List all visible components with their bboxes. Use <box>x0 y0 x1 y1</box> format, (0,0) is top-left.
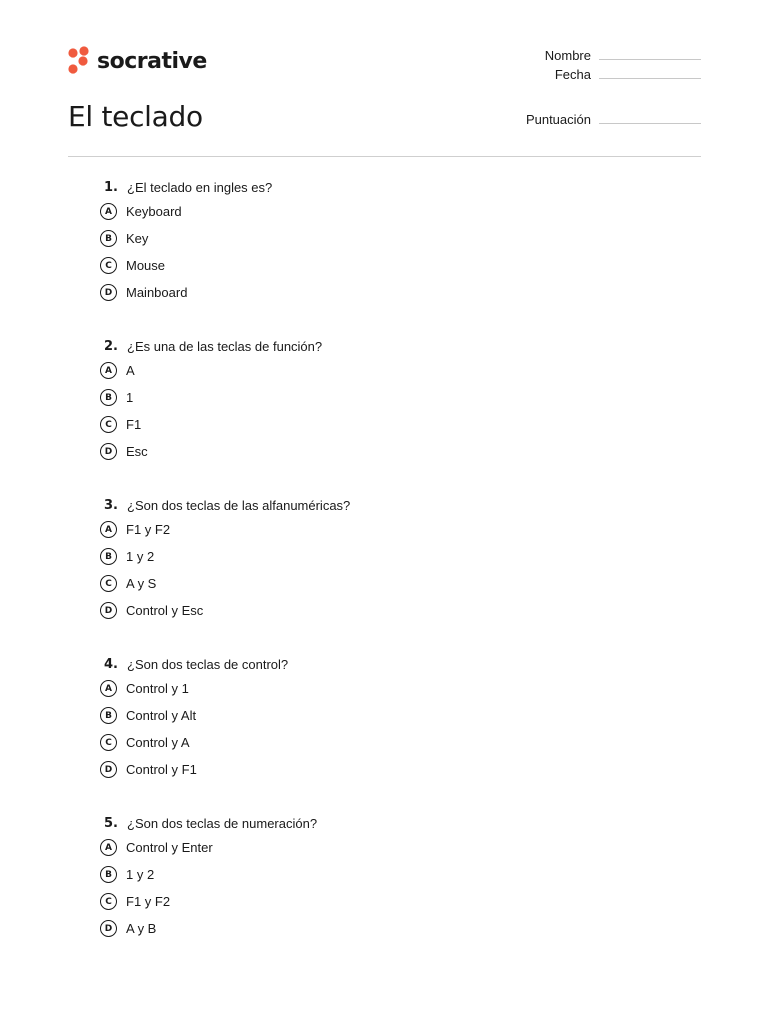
question-text: ¿El teclado en ingles es? <box>127 179 273 195</box>
question-number: 4. <box>104 656 118 672</box>
option-text: Keyboard <box>126 204 182 219</box>
question-number: 2. <box>104 338 118 354</box>
option-letter-badge: B <box>100 866 117 883</box>
question-text: ¿Son dos teclas de control? <box>127 656 289 672</box>
brand-name: socrative <box>97 48 207 74</box>
question-header <box>100 494 700 516</box>
answer-option <box>100 570 700 597</box>
option-letter-badge: D <box>100 284 117 301</box>
answer-option <box>100 411 700 438</box>
answer-option <box>100 729 700 756</box>
option-letter-badge: A <box>100 680 117 697</box>
option-letter-badge: A <box>100 362 117 379</box>
option-text: Esc <box>126 444 148 459</box>
name-field <box>545 48 701 63</box>
option-letter-badge: C <box>100 575 117 592</box>
option-letter-badge: D <box>100 920 117 937</box>
question-text: ¿Son dos teclas de numeración? <box>127 815 318 831</box>
name-label: Nombre <box>544 48 591 63</box>
page-title: El teclado <box>68 100 203 133</box>
answer-option <box>100 438 700 465</box>
score-field <box>526 112 701 127</box>
answer-option <box>100 702 700 729</box>
question-number: 5. <box>104 815 118 831</box>
option-text: 1 y 2 <box>126 549 155 564</box>
question <box>100 335 700 494</box>
question <box>100 494 700 653</box>
option-letter-badge: B <box>100 548 117 565</box>
option-letter-badge: B <box>100 389 117 406</box>
option-text: Control y 1 <box>126 681 189 696</box>
option-text: F1 y F2 <box>126 894 171 909</box>
question <box>100 176 700 335</box>
option-letter-badge: A <box>100 521 117 538</box>
answer-option <box>100 543 700 570</box>
question-list <box>100 176 700 971</box>
option-text: F1 y F2 <box>126 522 171 537</box>
option-letter-badge: B <box>100 230 117 247</box>
option-letter-badge: C <box>100 257 117 274</box>
answer-option <box>100 225 700 252</box>
date-label: Fecha <box>554 67 591 82</box>
option-text: Control y Enter <box>126 840 213 855</box>
socrative-logo <box>67 45 207 77</box>
option-text: Control y A <box>126 735 190 750</box>
option-text: F1 <box>126 417 142 432</box>
option-text: 1 <box>126 390 134 405</box>
option-text: Key <box>126 231 149 246</box>
answer-option <box>100 597 700 624</box>
score-label: Puntuación <box>525 112 591 127</box>
answer-option <box>100 888 700 915</box>
answer-option <box>100 861 700 888</box>
score-line <box>599 122 701 124</box>
answer-option <box>100 279 700 306</box>
option-letter-badge: D <box>100 761 117 778</box>
option-text: A y B <box>126 921 157 936</box>
answer-option <box>100 756 700 783</box>
option-letter-badge: B <box>100 707 117 724</box>
question <box>100 812 700 971</box>
question <box>100 653 700 812</box>
question-header <box>100 335 700 357</box>
header-divider <box>68 156 701 157</box>
option-text: Mainboard <box>126 285 188 300</box>
option-text: Mouse <box>126 258 166 273</box>
question-number: 1. <box>104 179 118 195</box>
answer-option <box>100 675 700 702</box>
question-text: ¿Es una de las teclas de función? <box>127 338 323 354</box>
answer-option <box>100 198 700 225</box>
option-text: Control y F1 <box>126 762 197 777</box>
option-letter-badge: C <box>100 893 117 910</box>
option-text: A <box>126 363 135 378</box>
answer-option <box>100 357 700 384</box>
option-letter-badge: A <box>100 203 117 220</box>
option-text: Control y Alt <box>126 708 197 723</box>
option-letter-badge: C <box>100 416 117 433</box>
answer-option <box>100 384 700 411</box>
answer-option <box>100 252 700 279</box>
option-letter-badge: D <box>100 443 117 460</box>
name-line <box>599 58 701 60</box>
socrative-logo-icon <box>67 45 91 77</box>
answer-option <box>100 516 700 543</box>
option-text: 1 y 2 <box>126 867 155 882</box>
option-text: A y S <box>126 576 157 591</box>
date-field <box>555 67 701 82</box>
question-header <box>100 812 700 834</box>
option-letter-badge: A <box>100 839 117 856</box>
option-letter-badge: C <box>100 734 117 751</box>
question-header <box>100 176 700 198</box>
option-text: Control y Esc <box>126 603 204 618</box>
date-line <box>599 77 701 79</box>
option-letter-badge: D <box>100 602 117 619</box>
question-number: 3. <box>104 497 118 513</box>
answer-option <box>100 915 700 942</box>
answer-option <box>100 834 700 861</box>
question-header <box>100 653 700 675</box>
question-text: ¿Son dos teclas de las alfanuméricas? <box>127 497 351 513</box>
